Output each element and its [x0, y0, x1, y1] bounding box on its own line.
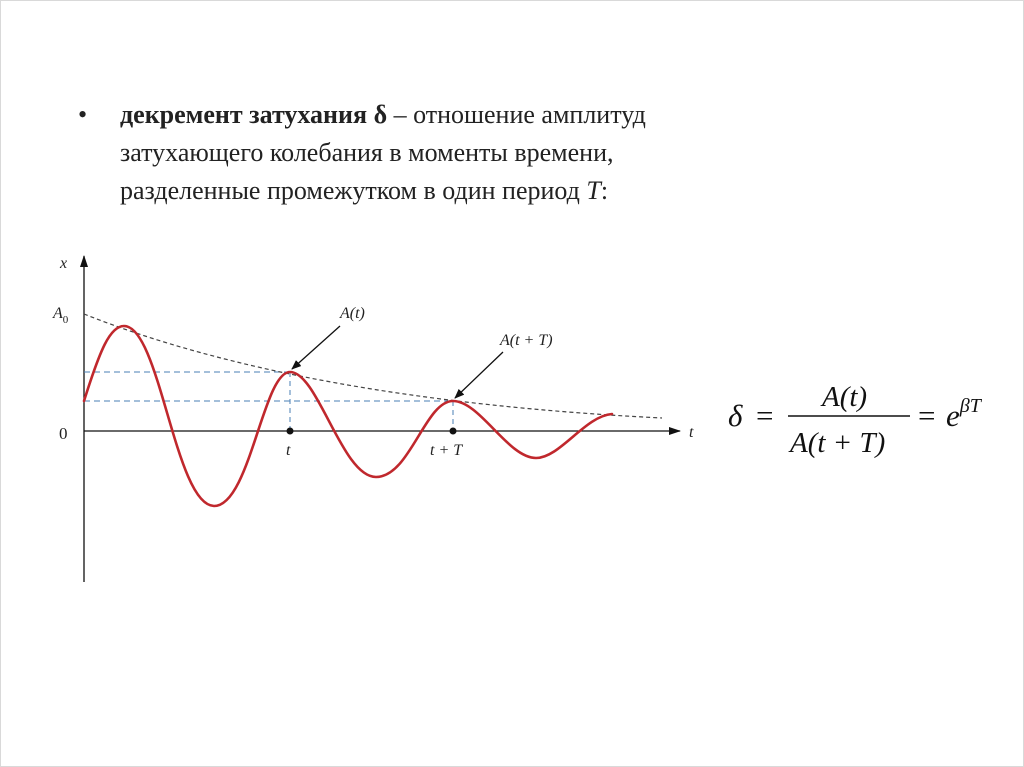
callout-At-label: A(t) — [340, 305, 365, 322]
a0-label-subscript: 0 — [62, 314, 69, 326]
callout-AtT-arrow — [455, 352, 503, 398]
a0-label — [52, 305, 69, 326]
damped-oscillation-curve — [84, 326, 612, 506]
definition-term: декремент затухания δ — [120, 100, 388, 129]
formula-base: e — [946, 398, 960, 433]
formula-denominator: A(t + T) — [790, 427, 886, 459]
formula-exponent: βT — [959, 395, 981, 417]
origin-label: 0 — [59, 424, 68, 443]
point-tT-marker — [450, 428, 457, 435]
callout-At-arrow — [292, 326, 340, 369]
formula-exponential — [946, 395, 983, 433]
y-axis-label: x — [60, 255, 68, 272]
x-axis-label: t — [689, 424, 694, 441]
definition-dash-text: – отношение амплитуд — [387, 100, 646, 129]
decrement-formula — [722, 372, 1012, 472]
callout-AtT-label: A(t + T) — [500, 332, 553, 349]
a0-label-main: A — [53, 305, 63, 322]
definition-line-3: разделенные промежутком в один период — [120, 176, 587, 205]
definition-line-2: затухающего колебания в моменты времени, — [120, 138, 614, 167]
formula-equals: = — [756, 398, 774, 433]
point-tT-label: t + T — [430, 442, 463, 459]
period-symbol: T — [586, 176, 601, 205]
amplitude-envelope — [84, 314, 662, 418]
formula-numerator: A(t) — [822, 381, 868, 413]
definition-line-3-end: : — [600, 176, 609, 205]
formula-delta: δ — [728, 398, 743, 433]
bullet-marker: • — [78, 100, 88, 129]
point-t-marker — [287, 428, 294, 435]
point-t-label: t — [286, 442, 291, 459]
formula-equals-2: = — [918, 398, 936, 433]
